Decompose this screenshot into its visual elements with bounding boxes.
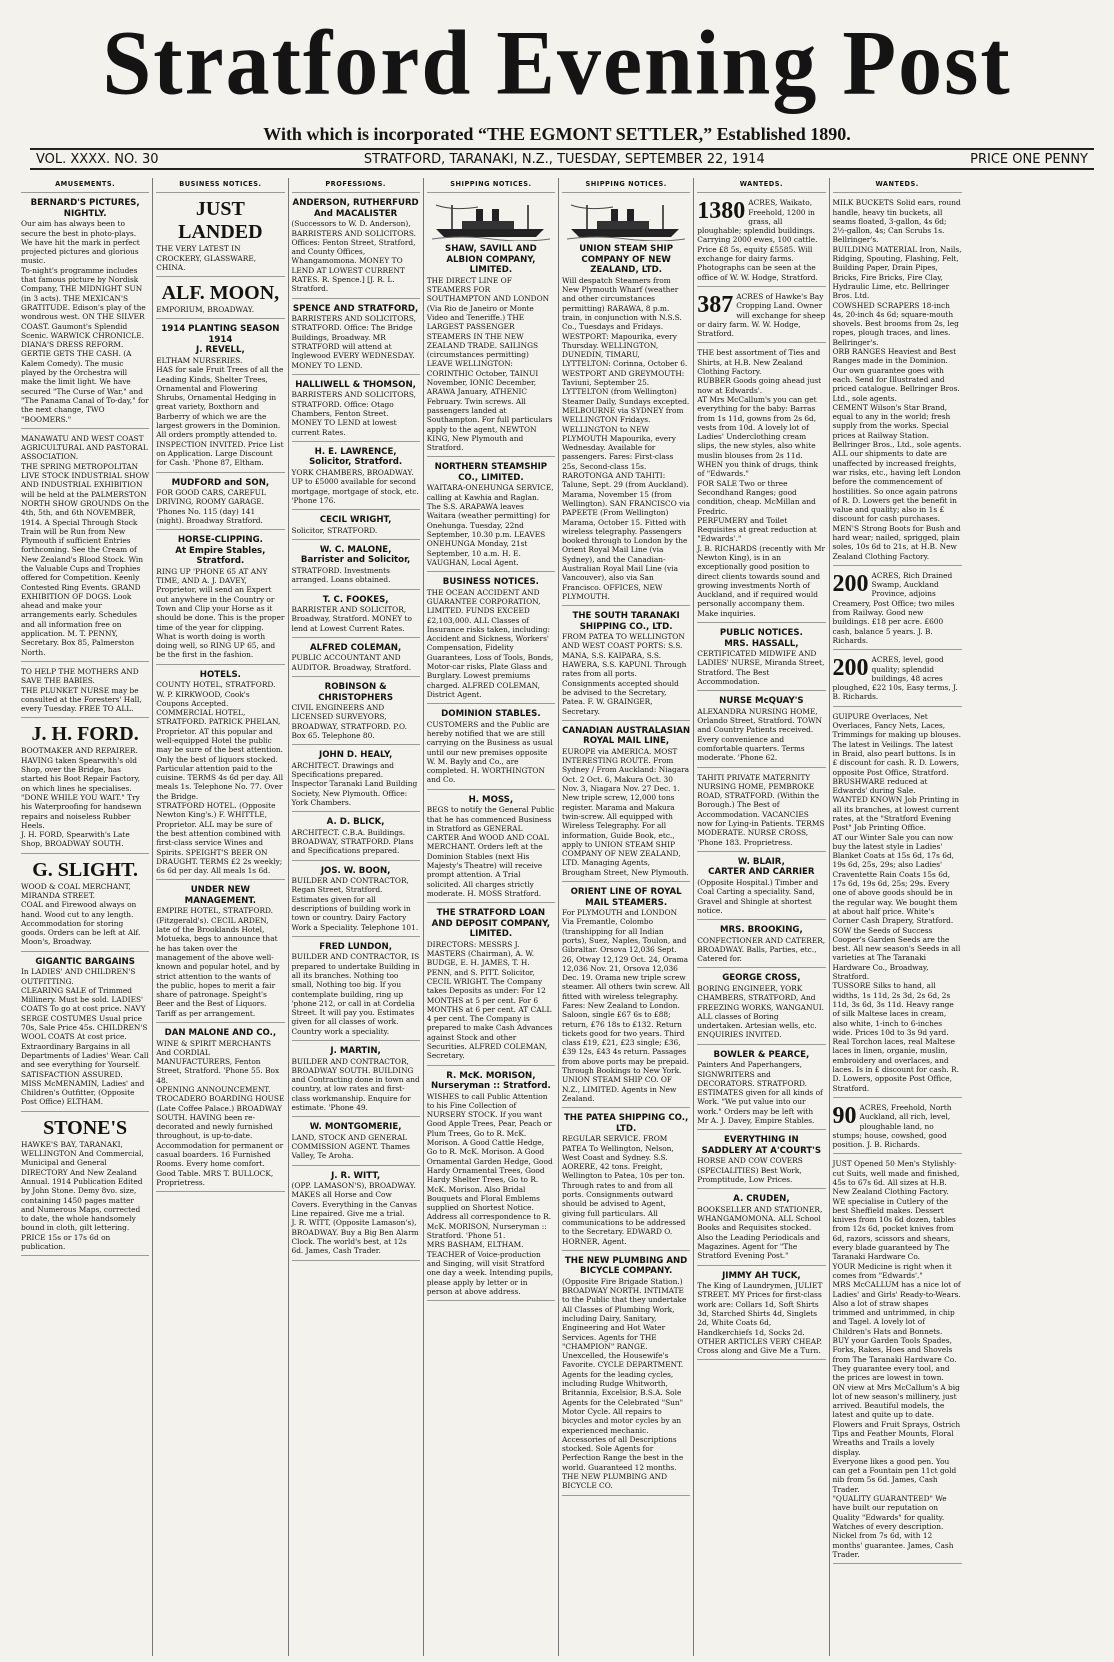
ad-body: ACRES, level, good quality; splendid buildings, 48 acres ploughed, £22 10s, Easy terms, J. B. Richards.: [832, 655, 958, 702]
advertisement: [156, 280, 284, 319]
ad-body: For PLYMOUTH and LONDON Via Fremantle, Colombo (transhipping for all Indian ports), Suez, Naples, Toulon, and Gibraltar. Orsova 12,036 Sept. 26, Otway 12,129 Oct. 24, Orama 12,036 Nov. 21, Orsova 12,036 Dec. 19. Orama new triple screw steamer. All others twin screw. All fitted with wireless telegraphy. Fares: New Zealand to London. Saloon, single £67 6s to £88; return, £76 18s to £132. Return tickets good for two years. Third class £19, £21, £23 single; £36, £39 12s, £43 4s return. Passages from above ports may be prepaid. Through Bookings to New York. UNION STEAM SHIP CO. OF N.Z., LIMITED. Agents in New Zealand.: [562, 908, 690, 1103]
column-2: [153, 178, 288, 1656]
advertisement: [562, 885, 690, 1108]
ad-heading: H. E. LAWRENCE, Solicitor, Stratford.: [309, 446, 403, 468]
ad-body: EUROPE via AMERICA. MOST INTERESTING ROUTE. From Sydney / From Auckland: Niagara Oct. 2 Oct. 6, Makura Oct. 30 Nov. 3, Niagara Nov. 27 Dec. 1. New triple screw, 12,000 tons register. Marama and Makura twin-screw. All equipped with Wireless Telegraphy. For all information, Guide Book, etc., apply to UNION STEAM SHIP COMPANY OF NEW ZEALAND, LTD. Managing Agents, Brougham Street, New Plymouth.: [562, 746, 690, 877]
ad-body: (Opposite Hospital.) Timber and Coal Carting a speciality. Sand, Gravel and Shingle at shortest notice.: [697, 877, 819, 915]
advertisement: [562, 609, 690, 721]
ad-body: BOOTMAKER AND REPAIRER. HAVING taken Spearwith's old Shop, over the Bridge, has started his Boot Repair Factory, on which lines he specialises. "DONE WHILE YOU WAIT." Try his Waterproofing for handsewn repairs and noiseless Rubber Heels. J. H. FORD, Spearwith's Late Shop, BROADWAY SOUTH.: [21, 746, 142, 849]
column-5: [559, 178, 694, 1656]
advertisement: [21, 721, 149, 853]
ad-body: BEGS to notify the General Public that he has commenced Business in Stratford as GENERAL CARTER And WOOD AND COAL MERCHANT. Orders left at the Dominion Stables (next His Majesty's Theatre) will receive prompt attention. A Trial solicited. All charges strictly moderate. H. MOSS Stratford.: [426, 805, 555, 898]
advertisement: [21, 857, 149, 952]
ad-heading: CECIL WRIGHT,: [319, 515, 392, 526]
ad-body: ACRES of Hawke's Bay Cropping Land. Owner will exchange for sheep or dairy farm. W. W. Hodge, Stratford.: [697, 291, 826, 339]
ad-body: MILK BUCKETS Solid ears, round handle, heavy tin buckets, all seams floated, 3-gallon, 4s 6d; 2½-gallon, 4s; Can Scrubs 1s. Bellringer's. BUILDING MATERIAL Iron, Nails, Ridging, Spouting, Flashing, Felt, Building Paper, Drain Pipes, Bricks, Fire Bricks, Fire Clay, Hydraulic Lime, etc. Bellringer Bros. Ltd. COWSHED SCRAPERS 18-inch 4s, 20-inch 4s 6d; square-mouth shovels. Best brooms from 2s, leg ropes, plough traces, and lines. Bellringer's. ORB RANGES Heaviest and Best Ranges made in the Dominion. Our own guarantee goes with each. Send for Illustrated and priced catalogue. Bellringer Bros. Ltd., sole agents. CEMENT Wilson's Star Brand, equal to any in the world; fresh supply from the works. Special prices at Railway Station. Bellringer Bros., Ltd., sole agents. ALL our shipments to date are unaffected by increased freights, war risks, etc., having left London before the commencement of hostilities. So once again patrons of R. D. Lowers get the benefit in value and quality; also in 1s £ discount for cash purchases. MEN'S Strong Boots for Bush and hard wear; nailed, sprigged, plain soles, 10s 6d to 21s, at H.B. New Zealand Clothing Factory.: [832, 198, 962, 561]
advertisement: [697, 923, 825, 968]
ad-heading: 1914 PLANTING SEASON 1914 J. REVELL,: [161, 324, 280, 356]
ad-body: In LADIES' AND CHILDREN'S OUTFITTING. CLEARING SALE of Trimmed Millinery. Must be sold. LADIES' COATS To go at cost price. NAVY SERGE COSTUMES Usual price 70s, Sale Price 45s. CHILDREN'S WOOL COATS At cost price. Extraordinary Bargains in all Departments of Ladies' Wear. Call and see everything for Yourself. SATISFACTION ASSURED. MISS McMENAMIN, Ladies' and Children's Outfitter, (Opposite Post Office) ELTHAM.: [21, 967, 149, 1107]
ad-body: CERTIFICATED MIDWIFE AND LADIES' NURSE, Miranda Street, Stratford. The Best Accommodation.: [697, 649, 825, 686]
advertisement: [697, 855, 825, 920]
steamship-icon: [432, 201, 550, 241]
ad-heading: NURSE McQUAY'S: [719, 696, 804, 707]
ad-heading: GIGANTIC BARGAINS: [35, 956, 135, 967]
ad-body: The King of Laundrymen, JULIET STREET. MY Prices for first-class work are: Collars 1d, Soft Shirts 3d, Starched Shirts 4d, Singlets 2d, White Coats 6d, Handkerchiefs 1d, Socks 2d. OTHER ARTICLES VERY CHEAP. Cross along and Give Me a Turn.: [697, 1281, 823, 1356]
ad-heading: A. D. BLICK,: [326, 817, 385, 828]
advertisement: [427, 793, 555, 903]
ad-heading: T. C. FOOKES,: [322, 594, 389, 605]
newspaper-columns: [18, 178, 1100, 1656]
advertisement: [697, 290, 825, 343]
advertisement: [292, 1169, 420, 1261]
ad-heading: EVERYTHING IN SADDLERY AT A'COURT'S: [701, 1135, 822, 1156]
advertisement: [697, 971, 825, 1044]
ad-body: CUSTOMERS and the Public are hereby notified that we are still carrying on the Business as usual until our new premises opposite W. M. Bayly and Co., are completed. H. WORTHINGTON and Co.: [426, 719, 553, 785]
ad-heading: R. McK. MORISON, Nurseryman :: Stratford.: [430, 1070, 551, 1092]
ad-body: ACRES, Freehold, North Auckland, all rich, level, ploughable land, no stumps; house, cowshed, good position. J. B. Richards.: [832, 1102, 952, 1150]
advertisement: [292, 302, 420, 375]
ad-body: MANAWATU AND WEST COAST AGRICULTURAL AND PASTORAL ASSOCIATION. THE SPRING METROPOLITAN LIVE STOCK INDUSTRIAL SHOW AND INDUSTRIAL EXHIBITION will be held at the PALMERSTON NORTH SHOW GROUNDS On the 4th, 5th, and 6th NOVEMBER, 1914. A Special Through Stock Train will be Run from New Plymouth if sufficient Entries forthcoming. See the Cream of New Zealand's Blood Stock. Win the Valuable Cups and Trophies offered for Competition. Keenly Contested Ring Events. GRAND EXHIBITION OF DOGS. Look ahead and make your arrangements early. Schedules and all information free on application. M. T. PENNY, Secretary. Box 85, Palmerston North.: [21, 433, 150, 657]
ad-heading: JOHN D. HEALY,: [319, 750, 393, 761]
column-heading: WANTEDS.: [697, 178, 825, 193]
column-heading: BUSINESS NOTICES.: [156, 178, 284, 193]
advertisement: [292, 543, 420, 590]
ad-body: ARCHITECT. Drawings and Specifications prepared. Inspector Taranaki Land Building Society, New Plymouth. Office: York Chambers.: [291, 760, 418, 807]
advertisement: [292, 593, 420, 638]
ad-body: THE best assortment of Ties and Shirts, at H.B. New Zealand Clothing Factory. RUBBER Goods going ahead just now at Edwards'. AT Mrs McCallum's you can get everything for the baby: Barras from 1s 11d, gowns from 2s 6d, vests from 10d. A lovely lot of Ladies' Underclothing cream slips, the new styles, also white muslin blouses from 2s 11d. WHEN you think of drugs, think of "Edwards." FOR SALE Two or three Secondhand Ranges; good condition, cheap. McMillan and Fredric. PERFUMERY and Toilet Requisites at great reduction at "Edwards'." J. B. RICHARDS (recently with Mr Newton King), is in an exceptionally good position to direct clients towards sound and growing investments North of Auckland, and if required would personally accompany them. Make inquiries.: [697, 348, 826, 618]
ad-body: TO HELP THE MOTHERS AND SAVE THE BABIES. THE PLUNKET NURSE may be consulted at the Foresters' Hall, every Tuesday. FREE TO ALL.: [21, 666, 142, 714]
volume-number: VOL. XXXX. NO. 30: [36, 151, 159, 167]
advertisement: [21, 955, 149, 1112]
ad-heading: JOS. W. BOON,: [320, 865, 391, 876]
ad-heading: FRED LUNDON,: [319, 941, 392, 952]
ad-heading: THE STRATFORD LOAN AND DEPOSIT COMPANY, LIMITED.: [431, 908, 551, 940]
ad-heading: ROBINSON & CHRISTOPHERS: [318, 682, 394, 703]
ad-figure: 387: [697, 291, 734, 318]
column-4: [424, 178, 559, 1656]
ad-heading: THE NEW PLUMBING AND BICYCLE COMPANY.: [564, 1255, 688, 1277]
ad-heading: DOMINION STABLES.: [441, 709, 541, 720]
ad-heading: DAN MALONE AND CO.,: [164, 1028, 277, 1038]
ad-display-heading: STONE'S: [43, 1116, 128, 1139]
ad-body: EMPORIUM, BROADWAY.: [156, 305, 255, 315]
advertisement: [292, 1120, 420, 1165]
advertisement: [156, 668, 284, 881]
advertisement: [156, 1026, 284, 1192]
ad-heading: THE PATEA SHIPPING CO., LTD.: [563, 1113, 689, 1134]
ad-heading: ORIENT LINE OF ROYAL MAIL STEAMERS.: [570, 887, 682, 908]
advertisement: [833, 653, 962, 706]
advertisement: [427, 707, 555, 790]
ad-body: YORK CHAMBERS, BROADWAY. UP to £5000 available for second mortgage, mortgage of stock, etc. 'Phone 176.: [291, 467, 419, 505]
ad-body: BARRISTERS AND SOLICITORS, STRATFORD. Office: Otago Chambers, Fenton Street. MONEY TO LEND at lowest current Rates.: [291, 390, 416, 437]
ad-body: BARRISTER AND SOLICITOR, Broadway, Stratford. MONEY to lend at Lowest Current Rates.: [291, 605, 412, 633]
ad-body: BUILDER AND CONTRACTOR, IS prepared to undertake Building in all its branches. Nothing too small, Nothing too big. If you contemplate building, ring up 'phone 212, or call in at Cordelia Street. It will pay you. Estimates given for all classes of work. Country work a speciality.: [291, 952, 420, 1036]
ad-heading: W. C. MALONE, Barrister and Solicitor,: [300, 544, 411, 566]
ad-body: PUBLIC ACCOUNTANT AND AUDITOR. Broadway, Stratford.: [291, 653, 412, 672]
advertisement: [697, 1133, 825, 1189]
advertisement: [697, 1048, 825, 1131]
advertisement: [833, 196, 962, 566]
dateline: [30, 148, 1094, 170]
advertisement: [21, 196, 149, 429]
advertisement: [427, 1069, 555, 1302]
advertisement: [292, 680, 420, 745]
ad-heading: MRS. BROOKING,: [719, 925, 803, 936]
ad-body: ACRES, Rich Drained Swamp, Auckland Province, adjoins Creamery, Post Office; two miles from Railway. Good new buildings. £18 per acre. £600 cash, balance 5 years. J. B. Richards.: [832, 570, 955, 645]
advertisement: [292, 445, 420, 510]
advertisement: [21, 1115, 149, 1257]
ad-heading: W. BLAIR, CARTER AND CARRIER: [708, 856, 815, 878]
ad-figure: 90: [832, 1102, 857, 1129]
ad-body: FROM PATEA TO WELLINGTON AND WEST COAST PORTS: S.S. MANA, S.S. KAIPARA, S.S. HAWERA, S.S. KAPUNI. Through rates from all ports. Consignments accepted should be advised to the Secretary, Patea. F. W. GRAINGER, Secretary.: [562, 632, 687, 716]
ad-body: EMPIRE HOTEL, STRATFORD. (Fitzgerald's). CECIL ARDEN, late of the Brooklands Hotel, Motueka, begs to announce that he has taken over the management of the above well-known and popular hotel, and by strict attention to the wants of the public, hopes to merit a fair share of patronage. Speight's Beer and the Best of Liquors. Tariff as per arrangement.: [156, 906, 280, 1018]
advertisement: [697, 346, 825, 623]
ad-heading: CANADIAN AUSTRALASIAN ROYAL MAIL LINE,: [562, 725, 691, 747]
advertisement: [562, 1111, 690, 1251]
advertisement: [292, 378, 420, 442]
ad-heading: ALFRED COLEMAN,: [310, 642, 402, 653]
ad-heading: HORSE-CLIPPING. At Empire Stables, Stratford.: [175, 535, 266, 567]
ad-display-heading: J. H. FORD.: [31, 723, 139, 746]
advertisement: [292, 748, 420, 812]
ad-heading: JIMMY AH TUCK,: [722, 1270, 801, 1281]
ad-heading: J. R. WITT,: [331, 1170, 381, 1181]
column-heading: AMUSEMENTS.: [21, 178, 149, 193]
advertisement: [562, 196, 690, 606]
ad-body: THE DIRECT LINE OF STEAMERS FOR SOUTHAMPTON AND LONDON (Via Rio de Janeiro or Monte Video and Teneriffe.) THE LARGEST PASSENGER STEAMERS IN THE NEW ZEALAND TRADE. SAILINGS (circumstances permitting) LEAVE WELLINGTON: CORINTHIC October, TAINUI November, IONIC December, ARAWA January, ATHENIC February. Twin screws. All passengers landed at Southampton. For full particulars apply to the agent, NEWTON KING, New Plymouth and Stratford.: [426, 275, 553, 453]
ad-body: RING UP 'PHONE 65 AT ANY TIME, AND A. J. DAVEY, Proprietor, will send an Expert out anywhere in the Country or Town and Clip your Horse as it should be done. This is the proper time of the year for clipping. What is worth doing is worth doing well, so RING UP 65, and be the first in the fashion.: [156, 566, 285, 660]
ad-body: BOOKSELLER AND STATIONER, WHANGAMOMONA. ALL School Books and Requisites stocked. Also the Leading Periodicals and Magazines. Agent for "The Stratford Evening Post.": [697, 1204, 823, 1261]
ad-heading: NORTHERN STEAMSHIP CO., LIMITED.: [434, 462, 548, 483]
ad-body: THE VERY LATEST IN CROCKERY, GLASSWARE, CHINA.: [156, 244, 257, 272]
advertisement: [292, 196, 420, 298]
column-1: [18, 178, 153, 1656]
ad-heading: THE SOUTH TARANAKI SHIPPING CO., LTD.: [572, 611, 680, 632]
ad-body: GUIPURE Overlaces, Net Overlaces, Fancy Nets, Laces, Trimmings for making up blouses. The latest in Veilings. The latest in Braid, also pearl buttons. Is in £ discount for cash. R. D. Lowers, opposite Post Office, Stratford. BRUSHWARE reduced at Edwards' during Sale. WANTED KNOWN Job Printing in all its branches, at lowest current rates, at the "Stratford Evening Post" Job Printing Office. AT our Winter Sale you can now buy the latest style in Ladies' Blanket Coats at 15s 6d, 17s 6d, 19s 6d, 25s, 29s; also Ladies' Craventette Rain Coats 15s 6d, 17s 6d, 19s 6d, 25s; 29s. Every one of above goods should be in the regular way. We bought them at about half price. White's Corner Cash Drapery, Stratford. SOW the Seeds of Success Cooper's Garden Seeds are the best. All new season's Seeds in all varieties at The Taranaki Hardware Co., Broadway, Stratford. TUSSORE Silks to hand, all widths, 1s 11d, 2s 3d, 2s 6d, 2s 11d, 3s 6d, 3s 11d. Heavy range of silk Maltese laces in cream, also white, 1-inch to 6-inches wide. Prices 10d to 3s 9d yard. Real Torchon laces, real Maltese laces in linen, organie, muslin, embroidery and overlaces, and laces. Is in £ discount for cash. R. D. Lowers, opposite Post Office, Stratford.: [832, 711, 961, 1093]
ad-body: BUILDER AND CONTRACTOR, Regan Street, Stratford. Estimates given for all descriptions of building work in town or country. Dairy Factory Work a Speciality. Telephone 101.: [291, 876, 419, 932]
ad-body: DIRECTORS: MESSRS J. MASTERS (Chairman), A. W. BUDGE, E. H. JAMES, T. H. PENN, and S. PITT. Solicitor, CECIL WRIGHT. The Company takes Deposits as under: For 12 MONTHS at 5 per cent. For 6 MONTHS at 6 per cent. AT CALL 4 per cent. The Company is prepared to make Cash Advances against Stock and other Securities. ALFRED COLEMAN, Secretary.: [426, 939, 553, 1061]
ad-body: (Opposite Fire Brigade Station.) BROADWAY NORTH. INTIMATE to the Public that they undertake All Classes of Plumbing Work, including Dairy, Sanitary, Engineering and Hot Water Services. Agents for THE "CHAMPION" RANGE. Unexcelled, the Housewife's Favorite. CYCLE DEPARTMENT. Agents for the leading cycles, including Rudge Whitworth, Britannia, Excelsior, B.S.A. Sole Agents for the Celebrated "Sun" Motor Cycle. All repairs to bicycles and motor cycles by an experienced mechanic. Accessories of all Descriptions stocked. Sole Agents for Perfection Range the best in the world. Guaranteed 12 months. THE NEW PLUMBING AND BICYCLE CO.: [562, 1276, 687, 1491]
ad-body: BARRISTERS AND SOLICITORS, STRATFORD. Office: The Bridge Buildings, Broadway. MR STRATFORD will attend at Inglewood EVERY WEDNESDAY. MONEY TO LEND.: [291, 314, 416, 370]
ad-body: HAWKE'S BAY, TARANAKI, WELLINGTON And Commercial, Municipal and General DIRECTORY And New Zealand Annual. 1914 Publication Edited by John Stone. Demy 8vo. size, containing 1450 pages matter and Numerous Maps, corrected to date, the whole handsomely bound in cloth, gilt lettering. PRICE 15s or 17s 6d on publication.: [21, 1139, 144, 1251]
advertisement: [427, 575, 555, 704]
advertisement: [427, 460, 555, 572]
ad-body: THE OCEAN ACCIDENT AND GUARANTEE CORPORATION, LIMITED. FUNDS EXCEED £2,103,000. ALL Classes of Insurance risks taken, including: Accident and Sickness, Workers' Compensation, Fidelity Guarantees, Loss of Tools, Bonds, Motor-car risks, Plate Glass and Burglary. Lowest premiums charged. ALFRED COLEMAN, District Agent.: [426, 587, 554, 699]
place-date: STRATFORD, TARANAKI, N.Z., TUESDAY, SEPTEMBER 22, 1914: [363, 151, 765, 167]
advertisement: [156, 883, 284, 1023]
advertisement: [292, 1044, 420, 1117]
ad-body: ALEXANDRA NURSING HOME, Orlando Street, Stratford. TOWN and Country Patients received. Every convenience and comfortable quarters. Terms moderate. 'Phone 62.: [697, 706, 823, 763]
ad-heading: ANDERSON, RUTHERFURD And MACALISTER: [292, 198, 419, 219]
ad-heading: SPENCE AND STRATFORD,: [292, 303, 419, 314]
ad-body: STRATFORD. Investments arranged. Loans obtained.: [291, 565, 391, 585]
ad-body: Will despatch Steamers from New Plymouth Wharf (weather and other circumstances permitting) RARAWA, 8 p.m. train, in conjunction with N.S.S. Co., Tuesdays and Fridays. WESTPORT: Mapourika, every Thursday. WELLINGTON, DUNEDIN, TIMARU, LYTTELTON: Corinna, October 6. WESTPORT AND GREYMOUTH: Taviuni, September 25. LYTTELTON (from Wellington) Steamer Daily, Sundays excepted. MELBOURNE via SYDNEY from WELLINGTON Fridays. WELLINGTON to NEW PLYMOUTH Mapourika, every Wednesday. Available for passengers. Fares: First-class 25s, Second-class 15s. RAROTONGA AND TAHITI: Talune, Sept. 29 (from Auckland). Marama, November 15 (from Wellington). SAN FRANCISCO via PAPEETE (From Wellington) Marama, October 15. Fitted with wireless telegraphy. Passengers booked through to London by the Orient Royal Mail Line (via Sydney), and the Canadian-Australian Royal Mail Line (via Vancouver), also via San Francisco. OFFICES, NEW PLYMOUTH.: [562, 275, 691, 601]
advertisement: [697, 1269, 825, 1361]
ad-display-heading: JUST LANDED: [178, 198, 263, 244]
ad-body: Solicitor, STRATFORD.: [291, 525, 378, 535]
advertisement: [833, 569, 962, 650]
advertisement: [833, 1101, 962, 1154]
ad-heading: SHAW, SAVILL AND ALBION COMPANY, LIMITED.: [445, 244, 537, 276]
ad-heading: BUSINESS NOTICES.: [442, 577, 539, 588]
column-3: [289, 178, 424, 1656]
advertisement: [21, 665, 149, 718]
ad-body: WINE & SPIRIT MERCHANTS And CORDIAL MANUFACTURERS, Fenton Street, Stratford. 'Phone 55. Box 48. OPENING ANNOUNCEMENT. TROCADERO BOARDING HOUSE (Late Coffee Palace.) BROADWAY SOUTH. HAVING been re-decorated and newly furnished throughout, is up-to-date. Accommodation for permanent or casual boarders. 16 Furnished Rooms. Every home comfort. Good Table. MRS T. BULLOCK, Proprietress.: [156, 1038, 285, 1187]
masthead: [20, 8, 1094, 130]
advertisement: [833, 710, 962, 1098]
ad-body: TAHITI PRIVATE MATERNITY NURSING HOME, PEMBROKE ROAD, STRATFORD. (Within the Borough.) The Best of Accommodation. VACANCIES now for Lying-in Patients. TERMS MODERATE. NURSE CROSS, 'Phone 183. Proprietress.: [697, 772, 825, 847]
masthead-title: Stratford Evening Post: [102, 12, 1012, 115]
ad-body: ELTHAM NURSERIES. HAS for sale Fruit Trees of all the Leading Kinds, Shelter Trees, Ornamental and Flowering Shrubs, Ornamental Hedging in great variety, Boxthorn and Barberry of which we are the largest growers in the Dominion. All orders promptly attended to. INSPECTION INVITED. Price List on Application. Large Discount for Cash. 'Phone 87, Eltham.: [156, 355, 284, 468]
ad-body: Painters And Paperhangers, SIGNWRITERS and DECORATORS. STRATFORD. ESTIMATES given for all kinds of Work. "We put value into our work." Orders may be left with Mr A. J. Davey, Empire Stables.: [697, 1060, 823, 1126]
advertisement: [697, 196, 825, 287]
advertisement: [21, 432, 149, 662]
ad-body: Our aim has always been to secure the best in photo-plays. We have hit the mark in perfect projected pictures and glorious music. To-night's programme includes that famous picture by Nordisk Company, THE MIDNIGHT SUN (in 3 acts). THE MEXICAN'S GRATITUDE. Edison's play of the wondrous west. ON THE SILVER COAST. Gaumont's Splendid Scenic. WARWICK CHRONICLE. DIANA'S DRESS REFORM. GERTIE GETS THE CASH. (A Kalem Comedy). The music played by the Orchestra will make the limit light. We have secured "The Curse of War," and "The Panama Canal of To-day," for the next change, TWO "BOOMERS.": [21, 219, 149, 424]
advertisement: [697, 626, 825, 691]
ad-figure: 1380: [697, 198, 746, 225]
ad-heading: HOTELS.: [199, 669, 241, 680]
ad-body: LAND, STOCK AND GENERAL COMMISSION AGENT. Thames Valley, Te Aroha.: [291, 1132, 410, 1161]
ad-heading: PUBLIC NOTICES. MRS. HASSALL,: [719, 628, 803, 649]
advertisement: [292, 815, 420, 860]
advertisement: [292, 864, 420, 937]
masthead-subtitle: With which is incorporated “THE EGMONT SETTLER,” Established 1890.: [263, 124, 851, 144]
advertisement: [562, 1254, 690, 1496]
advertisement: [156, 322, 284, 472]
column-heading: PROFESSIONS.: [292, 178, 420, 193]
ad-heading: A. CRUDEN,: [733, 1194, 790, 1205]
ad-heading: W. MONTGOMERIE,: [309, 1122, 402, 1133]
column-heading: SHIPPING NOTICES.: [562, 178, 690, 193]
ad-heading: MUDFORD and SON,: [171, 477, 270, 488]
ad-heading: J. MARTIN,: [330, 1046, 381, 1057]
advertisement: [292, 940, 420, 1041]
column-6: [694, 178, 829, 1656]
ad-heading: BERNARD'S PICTURES, NIGHTLY.: [30, 198, 140, 219]
ad-figure: 200: [832, 655, 869, 682]
ad-body: (Successors to W. D. Anderson), BARRISTERS AND SOLICITORS. Offices: Fenton Street, Stratford, and County Offices, Whangamomona. MONEY TO LEND AT LOWEST CURRENT RATES. R. Spence.] [J. R. L. Stratford.: [291, 219, 416, 294]
ad-figure: 200: [832, 570, 869, 597]
advertisement: [427, 906, 555, 1065]
ad-body: JUST Opened 50 Men's Stylishly-cut Suits, well made and finished, 45s to 67s 6d. All sizes at H.B. New Zealand Clothing Factory. WE specialise in Cutlery of the best Sheffield makes. Dessert knives from 10s 6d dozen, tables from 12s 6d, pocket knives from 6d, razors, scissors and shears, every blade guaranteed by The Taranaki Hardware Co. YOUR Medicine is right when it comes from "Edwards'." MRS McCALLUM has a nice lot of Ladies' and Girls' Ready-to-Wears. Also a lot of straw shapes trimmed and untrimmed, in chip and Tagel. A lovely lot of Children's Hats and Bonnets. BUY your Garden Tools Spades, Forks, Rakes, Hoes and Shovels from The Taranaki Hardware Co. They guarantee every tool, and the prices are lowest in town. ON view at Mrs McCallum's A big lot of new season's millinery, just arrived. Beautiful models, the latest and quite up to date. Flowers and Fruit Sprays, Ostrich Tips and Feather Mounts, Floral Wreaths and Trails a lovely display. Everyone likes a good pen. You can get a Fountain pen 11ct gold nib from 5s 6d. James, Cash Trader. "QUALITY GUARANTEED" We have built our reputation on Quality "Edwards" for quality. Watches of every description. Nickel from 7s 6d, with 12 months' guarantee. James, Cash Trader.: [832, 1159, 961, 1559]
column-heading: WANTEDS.: [833, 178, 962, 193]
ad-display-heading: ALF. MOON,: [161, 282, 280, 305]
advertisement: [156, 476, 284, 531]
ad-heading: UNDER NEW MANAGEMENT.: [184, 885, 257, 906]
ad-body: COUNTY HOTEL, STRATFORD. W. P. KIRKWOOD, Cook's Coupons Accepted. COMMERCIAL HOTEL, STRATFORD. PATRICK PHELAN, Proprietor. AT this popular and well-equipped Hotel the public may be sure of the best attention. Only the best of liquors stocked. Particular attention paid to the cuisine. TERMS 4s 6d per day. All meals 1s. Telephone No. 77. Over the Bridge. STRATFORD HOTEL. (Opposite Newton King's.) F. WHITTLE, Proprietor. ALL may be sure of the best attention combined with first-class service Wines and Spirits. SPEIGHT'S BEER ON DRAUGHT. TERMS £2 2s weekly; 6s 6d per day. All meals 1s 6d.: [156, 680, 284, 876]
advertisement: [833, 1157, 962, 1564]
ad-body: BUILDER AND CONTRACTOR, BROADWAY SOUTH. BUILDING and Contracting done in town and country, at low rates and first-class workmanship. Enquire for estimate. 'Phone 49.: [291, 1056, 420, 1112]
advertisement: [697, 1192, 825, 1265]
steamship-icon: [567, 201, 685, 241]
advertisement: [697, 771, 825, 852]
advertisement: [427, 196, 555, 457]
ad-heading: UNION STEAM SHIP COMPANY OF NEW ZEALAND, LTD.: [579, 244, 674, 276]
advertisement: [562, 724, 690, 882]
ad-body: CONFECTIONER AND CATERER, BROADWAY. Balls, Parties, etc., Catered for.: [697, 935, 826, 964]
advertisement: [292, 641, 420, 677]
advertisement: [292, 513, 420, 540]
ad-body: FOR GOOD CARS, CAREFUL DRIVING, ROOMY GARAGE. 'Phones No. 115 (day) 141 (night). Broadway Stratford.: [156, 488, 266, 525]
ad-body: CIVIL ENGINEERS AND LICENSED SURVEYORS, BROADWAY, STRATFORD. P.O. Box 65. Telephone 80.: [291, 703, 408, 740]
advertisement: [697, 694, 825, 767]
ad-heading: HALLIWELL & THOMSON,: [295, 379, 416, 390]
column-7: [830, 178, 965, 1656]
ad-body: WOOD & COAL MERCHANT, MIRANDA STREET. COAL and Firewood always on hand. Wood cut to any length. Accommodation for storing goods. Orders can be left at Alf. Moon's, Broadway.: [21, 881, 141, 947]
ad-heading: H. MOSS,: [468, 794, 514, 805]
ad-heading: BOWLER & PEARCE,: [713, 1049, 810, 1060]
advertisement: [156, 196, 284, 277]
ad-body: ACRES, Waikato, Freehold, 1200 in grass, all ploughable; splendid buildings. Carrying 2000 ewes, 100 cattle. Price £8 5s, equity £5585. Will exchange for dairy farms. Photographs can be seen at the office of W. W. Hodge, Stratford.: [697, 198, 818, 282]
ad-body: (OPP. LAMASON'S), BROADWAY. MAKES all Horse and Cow Covers. Everything in the Canvas Line repaired. Give me a trial. J. R. WITT, (Opposite Lamason's), BROADWAY. Buy a Big Ben Alarm Clock. The world's best, at 12s 6d. James, Cash Trader.: [291, 1181, 419, 1256]
advertisement: [156, 533, 284, 664]
ad-body: WAITARA-ONEHUNGA SERVICE, calling at Kawhia and Raglan. The S.S. ARAPAWA leaves Waitara (weather permitting) for Onehunga. Tuesday, 22nd September, 10.30 p.m. LEAVES ONEHUNGA Monday, 21st September, 10 a.m. H. E. VAUGHAN, Local Agent.: [426, 483, 554, 567]
ad-body: BORING ENGINEER, YORK CHAMBERS, STRATFORD, And FREEZING WORKS, WANGANUI. ALL classes of Boring undertaken. Artesian wells, etc. ENQUIRIES INVITED.: [697, 983, 824, 1040]
ad-heading: GEORGE CROSS,: [722, 973, 801, 984]
ad-body: ARCHITECT. C.B.A. Buildings. BROADWAY, STRATFORD. Plans and Specifications prepared.: [291, 827, 414, 856]
ad-body: WISHES to call Public Attention to his Fine Collection of NURSERY STOCK. If you want Good Apple Trees, Pear, Peach or Plum Trees, Go to R. McK. Morison. A Good Cattle Hedge, Go to R. McK. Morison. A Good Ornamental Garden Hedge, Good Hardy Ornamental Trees, Good Hardy Shelter Trees, Go to R. McK. Morison. Also Bridal Bouquets and Floral Emblems supplied on Shortest Notice. Address all correspondence to R. McK. MORISON, Nurseryman :: Stratford. 'Phone 51. MRS BASHAM, ELTHAM. TEACHER of Voice-production and Singing, will visit Stratford one day a week. Intending pupils, please apply by letter or in person at above address.: [426, 1091, 554, 1296]
column-heading: SHIPPING NOTICES.: [427, 178, 555, 193]
price: PRICE ONE PENNY: [970, 151, 1088, 167]
ad-body: REGULAR SERVICE. FROM PATEA To Wellington, Nelson, West Coast and Sydney. S.S. AORERE, 42 tons. Freight, Wellington to Patea, 10s per ton. Through rates to and from all ports. Consignments outward should be advised to Agent, giving full particulars. All communications to be addressed to the Secretary. EDWARD O. HORNER, Agent.: [562, 1134, 686, 1246]
ad-display-heading: G. SLIGHT.: [32, 858, 139, 881]
ad-body: HORSE AND COW COVERS (SPECIALITIES) Best Work, Promptitude, Low Prices.: [697, 1156, 803, 1184]
